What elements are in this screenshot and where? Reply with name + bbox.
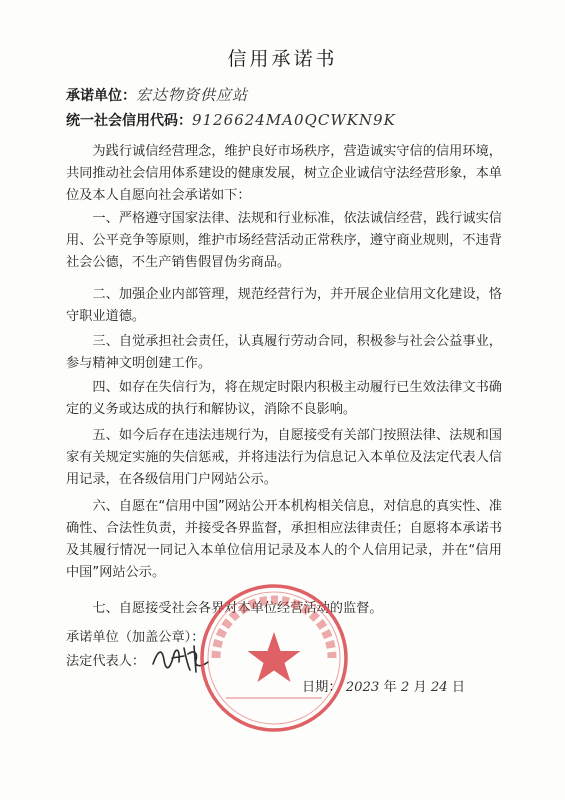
date-day: 24 bbox=[430, 680, 448, 695]
promisor-unit-handwritten: 宏达物资供应站 bbox=[136, 86, 249, 104]
seal-label: 承诺单位（加盖公章）： bbox=[66, 630, 205, 645]
commitment-item-2: 二、加强企业内部管理，规范经营行为，并开展企业信用文化建设，恪守职业道德。 bbox=[66, 287, 502, 324]
intro-paragraph: 为践行诚信经营理念，维护良好市场秩序，营造诚实守信的信用环境，共同推动社会信用体系建设的健康发展，树立企业诚信守法经营形象，本单位及本人自愿向社会承诺如下： bbox=[66, 144, 502, 203]
promisor-unit-row bbox=[66, 84, 248, 105]
official-seal-stamp bbox=[196, 580, 352, 736]
commitment-item-5: 五、如今后存在违法违规行为，自愿接受有关部门按照法律、法规和国家有关规定实施的失信惩戒，并将违法行为信息记入本单位及法定代表人信用记录，在各级信用门户网站公示。 bbox=[66, 428, 502, 487]
signing-date bbox=[302, 676, 465, 695]
commitment-item-6: 六、自愿在“信用中国”网站公开本机构相关信息，对信息的真实性、准确性、合法性负责，并接受各界监督，承担相应法律责任；自愿将本承诺书及其履行情况一同记入本单位信用记录及本人的个人信用记录，并在“信用中国”网站公示。 bbox=[66, 499, 502, 580]
date-year-unit: 年 bbox=[383, 680, 397, 695]
legal-rep-label: 法定代表人： bbox=[66, 654, 146, 669]
date-label: 日期： bbox=[302, 680, 342, 695]
date-year: 2023 bbox=[345, 680, 380, 695]
credit-code-handwritten: 9126624MA0QCWKN9K bbox=[192, 111, 396, 129]
promisor-unit-label: 承诺单位： bbox=[66, 88, 136, 104]
date-day-unit: 日 bbox=[451, 680, 466, 695]
page-title: 信用承诺书 bbox=[227, 48, 338, 70]
commitment-item-7: 七、自愿接受社会各界对本单位经营活动的监督。 bbox=[92, 601, 383, 616]
date-month: 2 bbox=[400, 680, 410, 695]
commitment-item-3: 三、自觉承担社会责任，认真履行劳动合同，积极参与社会公益事业，参与精神文明创建工作。 bbox=[66, 334, 502, 371]
date-month-unit: 月 bbox=[413, 680, 427, 695]
commitment-item-1: 一、严格遵守国家法律、法规和行业标准，依法诚信经营，践行诚实信用、公平竞争等原则，维护市场经营活动正常秩序，遵守商业规则，不违背社会公德，不生产销售假冒伪劣商品。 bbox=[66, 211, 502, 270]
credit-code-label: 统一社会信用代码： bbox=[66, 113, 192, 129]
commitment-item-4: 四、如存在失信行为，将在规定时限内积极主动履行已生效法律文书确定的义务或达成的执行和解协议，消除不良影响。 bbox=[66, 380, 502, 417]
credit-code-row bbox=[66, 110, 396, 130]
